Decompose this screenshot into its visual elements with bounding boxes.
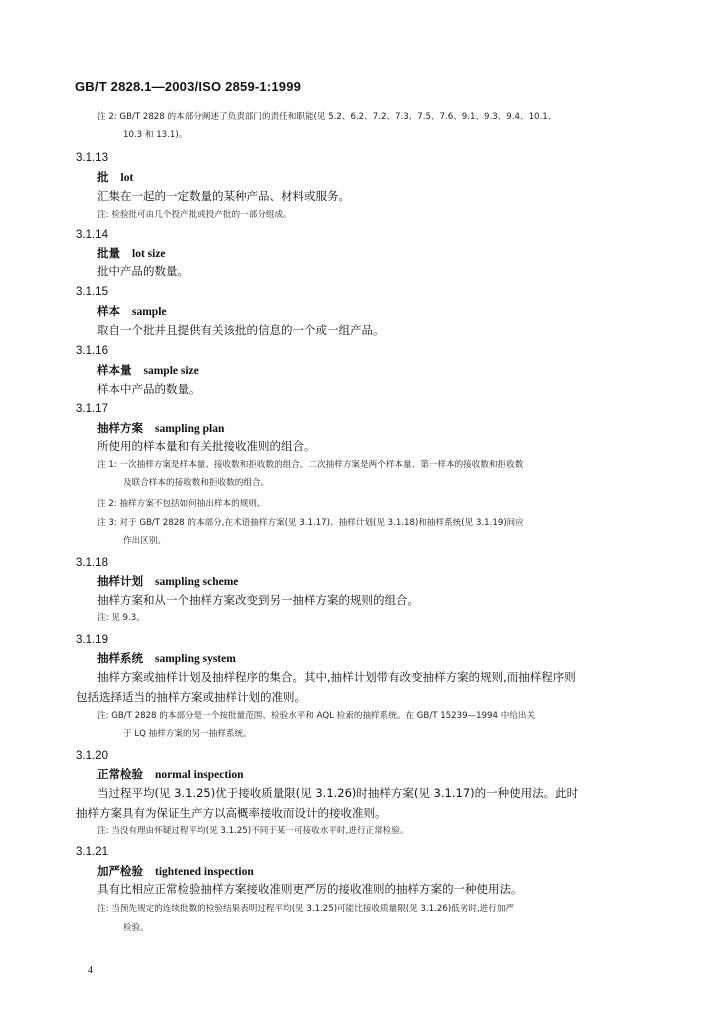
term-heading (97, 365, 199, 378)
note-text: 注 2: GB/T 2828 的本部分阐述了负责部门的责任和职能(见 5.2、6.2、7.2、7.3、7.5、7.6、9.1、9.3、9.4、10.1、 (97, 112, 557, 122)
term-english: normal inspection (155, 769, 244, 781)
definition-text: 汇集在一起的一定数量的某种产品、材料或服务。 (97, 189, 350, 203)
definition-text: 抽样方案和从一个抽样方案改变到另一抽样方案的规则的组合。 (97, 593, 419, 607)
definition-continuation: 包括选择适当的抽样方案或抽样计划的准则。 (76, 690, 306, 704)
note-text: 注 1: 一次抽样方案是样本量、接收数和拒收数的组合。二次抽样方案是两个样本量、第一样本的接收数和拒收数 (97, 460, 524, 470)
clause-number: 3.1.19 (76, 634, 108, 646)
definition-text: 所使用的样本量和有关批接收准则的组合。 (97, 439, 316, 453)
definition-text: 取自一个批并且提供有关该批的信息的一个或一组产品。 (97, 323, 385, 337)
term-english: sampling scheme (155, 576, 239, 588)
clause-number: 3.1.21 (76, 846, 108, 858)
definition-text: 抽样方案或抽样计划及抽样程序的集合。其中,抽样计划带有改变抽样方案的规则,而抽样程序则 (97, 670, 576, 684)
note-text: 注 2: 抽样方案不包括如何抽出样本的规则。 (97, 499, 266, 509)
note-continuation: 10.3 和 13.1)。 (123, 130, 188, 140)
clause-number: 3.1.14 (76, 229, 108, 241)
term-chinese: 批 (97, 170, 109, 184)
term-english: tightened inspection (155, 866, 254, 878)
note-continuation: 检验。 (123, 923, 149, 933)
term-chinese: 正常检验 (97, 767, 143, 781)
note-text: 注: 见 9.3。 (97, 613, 145, 623)
document-header: GB/T 2828.1—2003/ISO 2859-1:1999 (75, 79, 302, 94)
note-text: 注: 检验批可由几个投产批或投产批的一部分组成。 (97, 210, 292, 220)
term-chinese: 样本 (97, 304, 120, 318)
definition-text: 具有比相应正常检验抽样方案接收准则更严厉的接收准则的抽样方案的一种使用法。 (97, 882, 523, 896)
definition-text: 样本中产品的数量。 (97, 382, 201, 396)
note-text: 注: GB/T 2828 的本部分是一个按批量范围、检验水平和 AQL 检索的抽样系统。在 GB/T 15239—1994 中给出关 (97, 711, 536, 721)
note-continuation: 于 LQ 抽样方案的另一抽样系统。 (123, 729, 252, 739)
term-heading (97, 866, 254, 879)
definition-continuation: 抽样方案具有为保证生产方以高概率接收而设计的接收准则。 (76, 806, 387, 820)
definition-text: 当过程平均(见 3.1.25)优于接收质量限(见 3.1.26)时抽样方案(见 3.1.17)的一种使用法。此时 (97, 786, 579, 800)
term-english: lot size (132, 248, 166, 260)
note-text: 注: 当没有理由怀疑过程平均(见 3.1.25)不同于某一可接收水平时,进行正常检验。 (97, 826, 409, 836)
clause-number: 3.1.20 (76, 750, 108, 762)
term-chinese: 样本量 (97, 363, 132, 377)
clause-number: 3.1.15 (76, 286, 108, 298)
term-heading (97, 576, 238, 589)
term-chinese: 加严检验 (97, 864, 143, 878)
term-heading (97, 306, 167, 319)
note-text: 注 3: 对于 GB/T 2828 的本部分,在术语抽样方案(见 3.1.17)、抽样计划(见 3.1.18)和抽样系统(见 3.1.19)间应 (97, 518, 524, 528)
term-english: sample (132, 306, 167, 318)
clause-number: 3.1.16 (76, 345, 108, 357)
term-chinese: 抽样系统 (97, 651, 143, 665)
note-continuation: 及联合样本的接收数和拒收数的组合。 (123, 478, 270, 488)
definition-text: 批中产品的数量。 (97, 264, 189, 278)
note-continuation: 作出区别。 (123, 536, 166, 546)
term-heading (97, 423, 224, 436)
page-number: 4 (88, 965, 93, 976)
term-english: sample size (143, 365, 199, 377)
term-chinese: 抽样方案 (97, 421, 143, 435)
term-heading (97, 769, 244, 782)
term-chinese: 批量 (97, 246, 120, 260)
term-heading (97, 653, 236, 666)
clause-number: 3.1.18 (76, 557, 108, 569)
term-chinese: 抽样计划 (97, 574, 143, 588)
note-text: 注: 当预先规定的连续批数的检验结果表明过程平均(见 3.1.25)可能比接收质量限(见 3.1.26)低劣时,进行加严 (97, 904, 515, 914)
term-english: lot (120, 172, 134, 184)
term-heading (97, 172, 133, 185)
term-english: sampling plan (155, 423, 225, 435)
clause-number: 3.1.13 (76, 152, 108, 164)
term-english: sampling system (155, 653, 236, 665)
clause-number: 3.1.17 (76, 403, 108, 415)
term-heading (97, 248, 166, 261)
